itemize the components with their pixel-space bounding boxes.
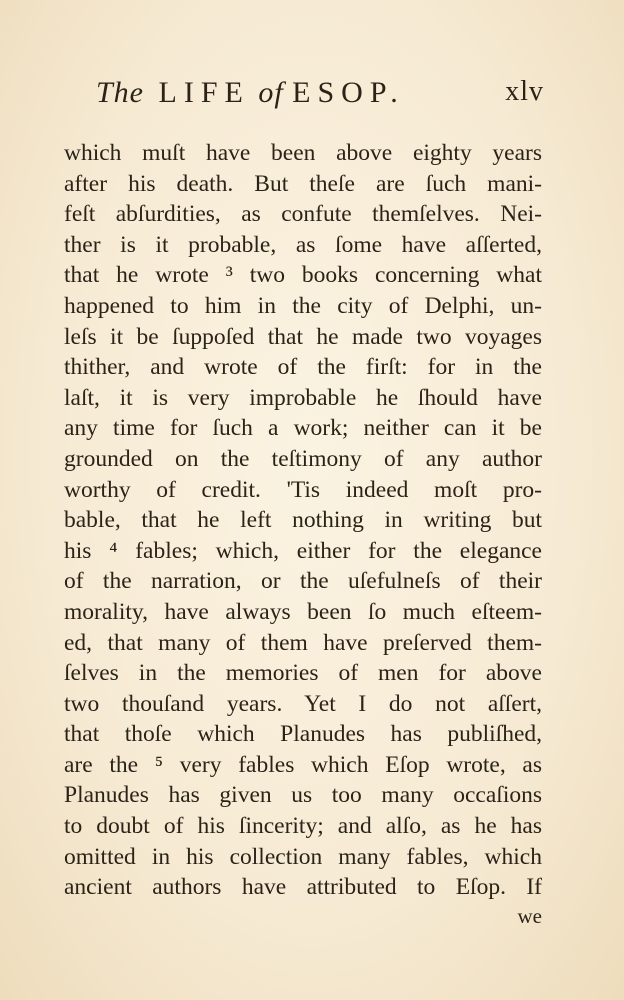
running-head xyxy=(96,76,544,116)
body-line: feſt abſurdities, as confute themſelves. Nei- xyxy=(64,201,542,228)
body-line: ther is it probable, as ſome have aſſerted, xyxy=(64,231,542,258)
body-line: that thoſe which Planudes has publiſhed, xyxy=(64,721,542,748)
running-head-caps-life: LIFE xyxy=(158,76,250,109)
catchword: we xyxy=(517,904,542,928)
body-line: bable, that he left nothing in writing but xyxy=(64,507,542,534)
running-head-caps-esop: ESOP. xyxy=(292,76,405,109)
body-line: ſelves in the memories of men for above xyxy=(64,660,542,687)
body-line: ancient authors have attributed to Eſop. If xyxy=(64,874,542,901)
running-head-italic-the: The xyxy=(96,76,144,109)
body-line: omitted in his collection many fables, which xyxy=(64,843,542,870)
body-line: his ⁴ fables; which, either for the elegance xyxy=(64,537,542,564)
body-line: that he wrote ³ two books concerning what xyxy=(64,262,542,289)
page-number: xlv xyxy=(505,76,544,107)
body-line: laſt, it is very improbable he ſhould have xyxy=(64,384,542,411)
body-line: leſs it be ſuppoſed that he made two voyages xyxy=(64,323,542,350)
body-text xyxy=(64,138,542,903)
body-line: morality, have always been ſo much eſteem- xyxy=(64,598,542,625)
body-line: after his death. But theſe are ſuch mani- xyxy=(64,170,542,197)
body-line: happened to him in the city of Delphi, un- xyxy=(64,292,542,319)
body-line: Planudes has given us too many occaſions xyxy=(64,782,542,809)
body-line: any time for ſuch a work; neither can it be xyxy=(64,415,542,442)
body-line: two thouſand years. Yet I do not aſſert, xyxy=(64,690,542,717)
body-line: thither, and wrote of the firſt: for in the xyxy=(64,354,542,381)
body-line: are the ⁵ very fables which Eſop wrote, as xyxy=(64,751,542,778)
body-line: of the narration, or the uſefulneſs of their xyxy=(64,568,542,595)
body-line: which muſt have been above eighty years xyxy=(64,140,542,166)
body-line: to doubt of his ſincerity; and alſo, as he has xyxy=(64,813,542,840)
body-line: grounded on the teſtimony of any author xyxy=(64,445,542,472)
running-head-italic-of: of xyxy=(258,76,284,109)
body-line: ed, that many of them have preſerved them- xyxy=(64,629,542,656)
body-line: worthy of credit. 'Tis indeed moſt pro- xyxy=(64,476,542,503)
